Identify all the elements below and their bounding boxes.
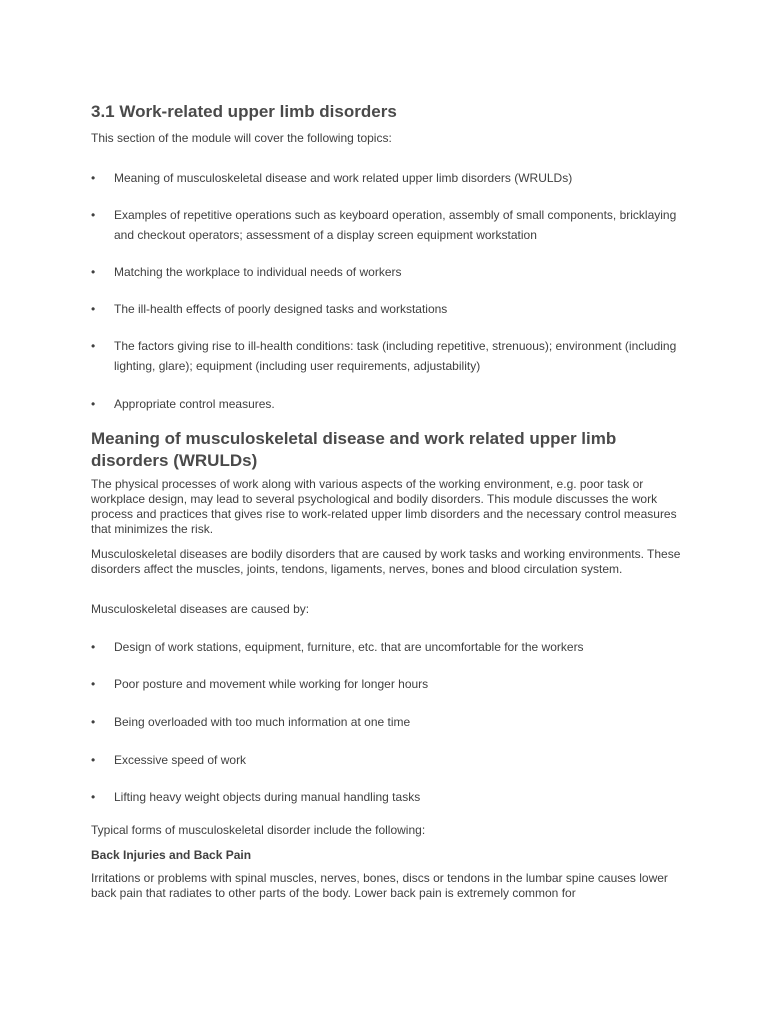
list-item-text: Meaning of musculoskeletal disease and work related upper limb disorders (WRULDs) — [114, 171, 573, 185]
subheading: Back Injuries and Back Pain — [91, 848, 252, 862]
bullet-icon: • — [91, 753, 96, 767]
bullet-icon: • — [91, 715, 96, 729]
paragraph: The physical processes of work along with various aspects of the working environment, e.g. poor task or workplace design, may lead to several psychological and bodily disorders. This module discusses the work process and practices that gives rise to work-related upper limb disorders and the necessary control measures that minimizes the risk. — [91, 477, 677, 536]
list-item-text: Appropriate control measures. — [114, 397, 275, 411]
list-item — [91, 637, 681, 657]
list-item-text: Matching the workplace to individual needs of workers — [114, 265, 402, 279]
list-item — [91, 262, 681, 282]
paragraph: Musculoskeletal diseases are bodily disorders that are caused by work tasks and working environments. These disorders affect the muscles, joints, tendons, ligaments, nerves, bones and blood circulation system. — [91, 547, 681, 576]
list-item-text: Design of work stations, equipment, furniture, etc. that are uncomfortable for the workers — [114, 640, 584, 654]
list-item-text: Examples of repetitive operations such as keyboard operation, assembly of small components, bricklaying and checkout operators; assessment of a display screen equipment workstation — [114, 208, 677, 242]
list-item — [91, 750, 681, 770]
list-item-text: Poor posture and movement while working for longer hours — [114, 677, 429, 691]
bullet-icon: • — [91, 677, 96, 691]
bullet-icon: • — [91, 302, 96, 316]
section-intro: This section of the module will cover the following topics: — [91, 131, 392, 145]
list-item — [91, 712, 681, 732]
list-item — [91, 168, 681, 188]
section-title: 3.1 Work-related upper limb disorders — [91, 102, 397, 121]
paragraph: Irritations or problems with spinal muscles, nerves, bones, discs or tendons in the lumbar spine causes lower back pain that radiates to other parts of the body. Lower back pain is extremely common for — [91, 871, 668, 900]
list-item-text: Being overloaded with too much information at one time — [114, 715, 411, 729]
list-item — [91, 674, 681, 694]
list-item — [91, 205, 681, 245]
bullet-icon: • — [91, 790, 96, 804]
bullet-icon: • — [91, 397, 96, 411]
list-item — [91, 336, 681, 376]
list-item-text: The ill-health effects of poorly designed tasks and workstations — [114, 302, 448, 316]
bullet-icon: • — [91, 208, 96, 222]
paragraph: Musculoskeletal diseases are caused by: — [91, 602, 310, 616]
list-item-text: The factors giving rise to ill-health conditions: task (including repetitive, strenuous); environment (including lighting, glare); equipment (including user requirements, adjustability) — [114, 339, 677, 373]
subsection-heading: Meaning of musculoskeletal disease and work related upper limb disorders (WRULDs) — [91, 429, 617, 470]
bullet-icon: • — [91, 640, 96, 654]
bullet-icon: • — [91, 339, 96, 353]
bullet-icon: • — [91, 265, 96, 279]
list-item-text: Excessive speed of work — [114, 753, 247, 767]
list-item — [91, 394, 681, 414]
paragraph: Typical forms of musculoskeletal disorder include the following: — [91, 823, 426, 837]
list-item — [91, 787, 681, 807]
list-item-text: Lifting heavy weight objects during manual handling tasks — [114, 790, 421, 804]
list-item — [91, 299, 681, 319]
bullet-icon: • — [91, 171, 96, 185]
